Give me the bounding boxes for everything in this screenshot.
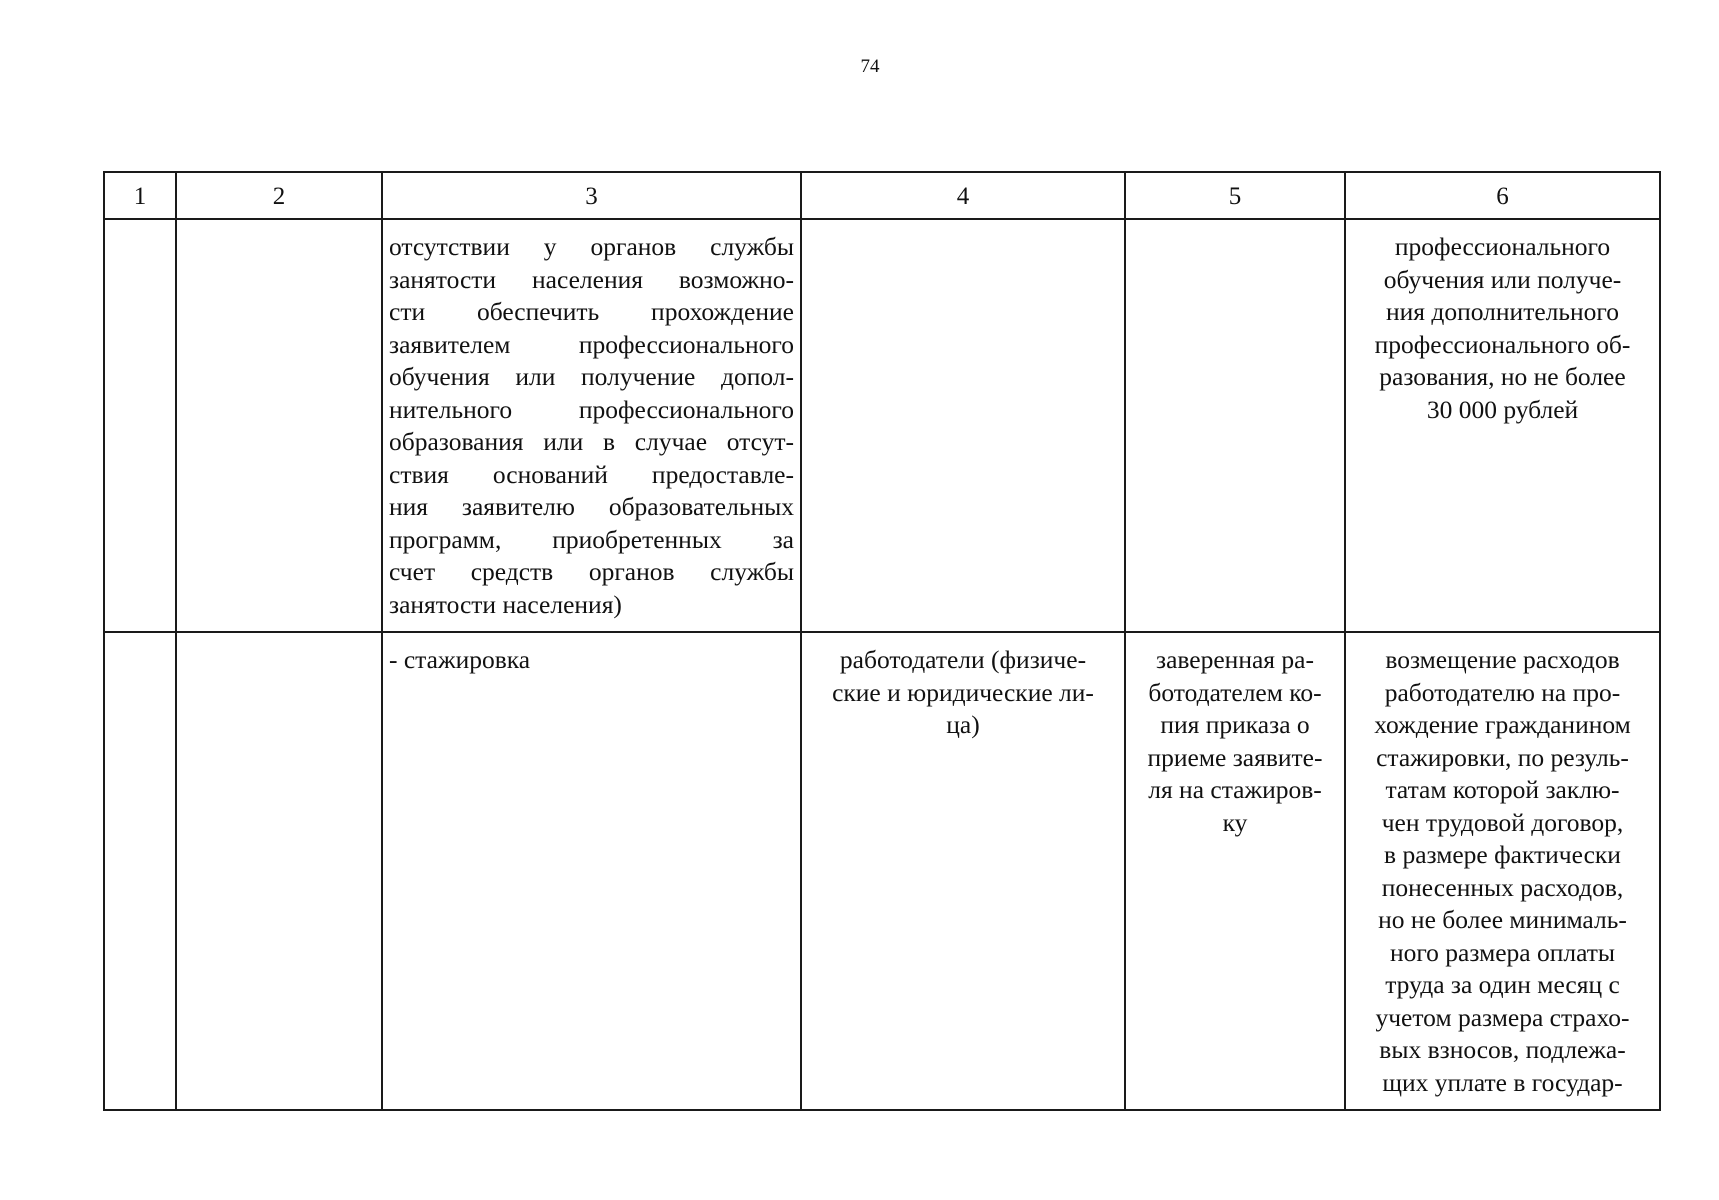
- cell-text-line: счет средств органов службы: [389, 557, 794, 586]
- cell-text-line: сти обеспечить прохождение: [389, 297, 794, 326]
- cell-text-line: нительного профессионального: [389, 394, 794, 424]
- cell-text-line: обучения или получение допол-: [389, 362, 794, 391]
- cell-text-line: труда за один месяц с: [1385, 970, 1620, 999]
- cell-text-line: ного размера оплаты: [1389, 937, 1616, 967]
- row1-col6-cell: [1345, 219, 1660, 632]
- cell-text-line: в размере фактически: [1384, 840, 1621, 869]
- row2-col2-cell: [176, 632, 382, 1110]
- cell-text-line: образования или в случае отсут-: [389, 427, 794, 456]
- cell-text-line: ния дополнительного: [1386, 297, 1619, 326]
- table-row: [104, 219, 1660, 632]
- row2-col5-cell: [1125, 632, 1345, 1110]
- cell-text-line: возмещение расходов: [1385, 645, 1620, 674]
- cell-text-line: ку: [1222, 807, 1248, 837]
- header-cell-1: 1: [104, 172, 176, 219]
- document-table: [103, 171, 1661, 1111]
- row1-col5-cell: [1125, 219, 1345, 632]
- cell-text-line: 30 000 рублей: [1426, 394, 1579, 424]
- cell-text-line: учетом размера страхо-: [1375, 1002, 1630, 1032]
- cell-text-line: хождение гражданином: [1374, 710, 1631, 739]
- table-header-row: [104, 172, 1660, 219]
- header-cell-2: 2: [176, 172, 382, 219]
- cell-text-line: чен трудовой договор,: [1381, 807, 1624, 837]
- cell-text-line: работодателю на про-: [1384, 677, 1621, 707]
- header-cell-6: 6: [1345, 172, 1660, 219]
- table-row: [104, 632, 1660, 1110]
- cell-text-line: ботодателем ко-: [1148, 677, 1322, 707]
- row2-col4-cell: [801, 632, 1125, 1110]
- cell-text-line: щих уплате в государ-: [1382, 1067, 1623, 1097]
- header-cell-4: 4: [801, 172, 1125, 219]
- cell-text-line: ские и юридические ли-: [832, 677, 1094, 707]
- cell-text-line: занятости населения возможно-: [389, 264, 794, 294]
- cell-text-line: профессионального: [1394, 232, 1611, 261]
- cell-text-line: пия приказа о: [1160, 710, 1310, 739]
- row1-col1-cell: [104, 219, 176, 632]
- cell-text-line: ца): [946, 710, 980, 739]
- cell-text-line: - стажировка: [389, 645, 531, 674]
- cell-text-line: татам которой заклю-: [1385, 775, 1620, 804]
- header-cell-5: 5: [1125, 172, 1345, 219]
- row1-col4-cell: [801, 219, 1125, 632]
- row2-col1-cell: [104, 632, 176, 1110]
- cell-text-line: занятости населения): [389, 589, 622, 619]
- cell-text-line: заявителем профессионального: [389, 329, 794, 359]
- cell-text-line: ния заявителю образовательных: [389, 492, 794, 521]
- cell-text-line: профессионального об-: [1374, 329, 1631, 359]
- page-number: 74: [860, 56, 880, 77]
- cell-text-line: ствия оснований предоставле-: [389, 459, 794, 489]
- cell-text-line: отсутствии у органов службы: [389, 232, 794, 261]
- cell-text-line: программ, приобретенных за: [389, 524, 794, 554]
- row2-col6-cell: [1345, 632, 1660, 1110]
- row1-col3-cell: [382, 219, 801, 632]
- cell-text-line: работодатели (физиче-: [839, 645, 1087, 674]
- cell-text-line: ля на стажиров-: [1148, 775, 1322, 804]
- cell-text-line: разования, но не более: [1379, 362, 1626, 391]
- row1-col2-cell: [176, 219, 382, 632]
- cell-text-line: приеме заявите-: [1147, 742, 1323, 772]
- cell-text-line: заверенная ра-: [1156, 645, 1314, 674]
- cell-text-line: понесенных расходов,: [1381, 872, 1624, 902]
- cell-text-line: стажировки, по резуль-: [1376, 742, 1629, 772]
- cell-text-line: обучения или получе-: [1383, 264, 1622, 294]
- header-cell-3: 3: [382, 172, 801, 219]
- cell-text-line: вых взносов, подлежа-: [1379, 1035, 1626, 1064]
- cell-text-line: но не более минималь-: [1378, 905, 1627, 934]
- row2-col3-cell: [382, 632, 801, 1110]
